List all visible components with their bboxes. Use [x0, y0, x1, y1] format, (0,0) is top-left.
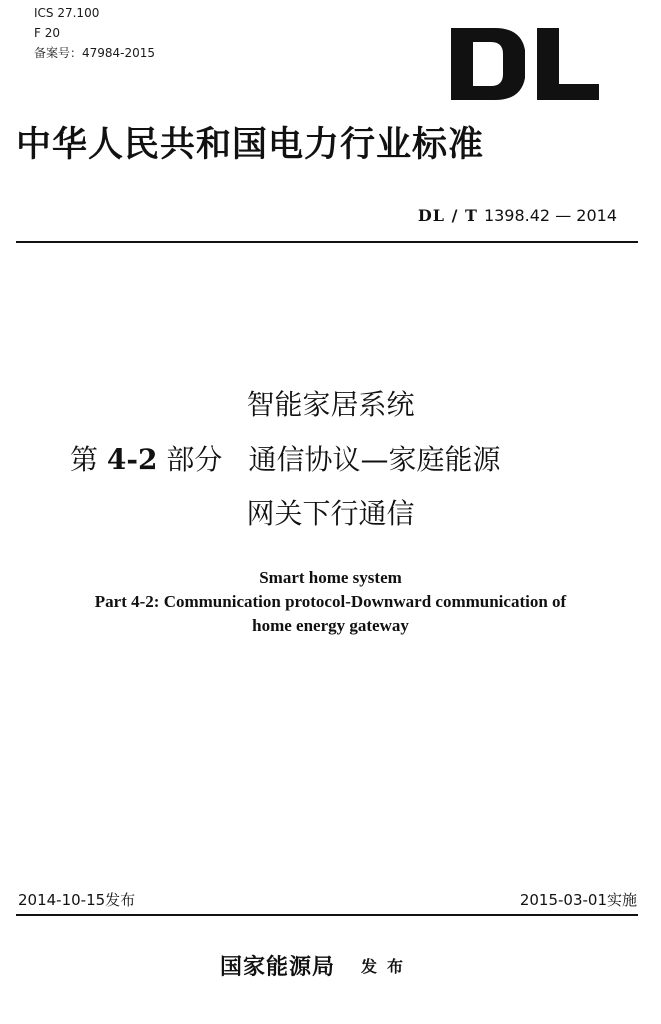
issuing-agency: 国家能源局: [220, 954, 336, 980]
bottom-divider: [16, 914, 638, 916]
issuer: [220, 950, 413, 981]
issue-verb: 发布: [361, 957, 414, 976]
top-divider: [16, 241, 638, 243]
standard-code-number: 1398.42 — 2014: [483, 206, 617, 225]
part-prefix: 第: [70, 443, 99, 476]
chinese-title-line-2: [70, 442, 630, 478]
chinese-title-line-2-rest: 通信协议—家庭能源: [248, 443, 501, 476]
organization-title: 中华人民共和国电力行业标准: [16, 124, 485, 165]
record-number: 备案号：47984-2015: [34, 46, 156, 60]
issue-date: 2014-10-15发布: [18, 891, 136, 909]
standard-code: [418, 206, 617, 226]
dl-logo-letter-l: [537, 28, 599, 100]
english-title-line-3: home energy gateway: [252, 616, 409, 635]
standard-code-prefix: DL / T: [417, 206, 478, 225]
chinese-title-line-1: 智能家居系统: [246, 388, 415, 421]
english-title-line-2: Part 4-2: Communication protocol-Downward communication of: [94, 592, 567, 611]
part-suffix: 部分: [166, 443, 223, 476]
dl-logo: [451, 28, 599, 100]
ics-code: ICS 27.100: [34, 6, 100, 20]
dl-logo-letter-d: [451, 28, 525, 100]
classification-code: F 20: [34, 26, 60, 40]
chinese-title-line-3: 网关下行通信: [246, 497, 415, 530]
implementation-date: 2015-03-01实施: [519, 891, 637, 909]
english-title-line-1: Smart home system: [259, 568, 402, 587]
part-number: 4-2: [106, 443, 158, 476]
